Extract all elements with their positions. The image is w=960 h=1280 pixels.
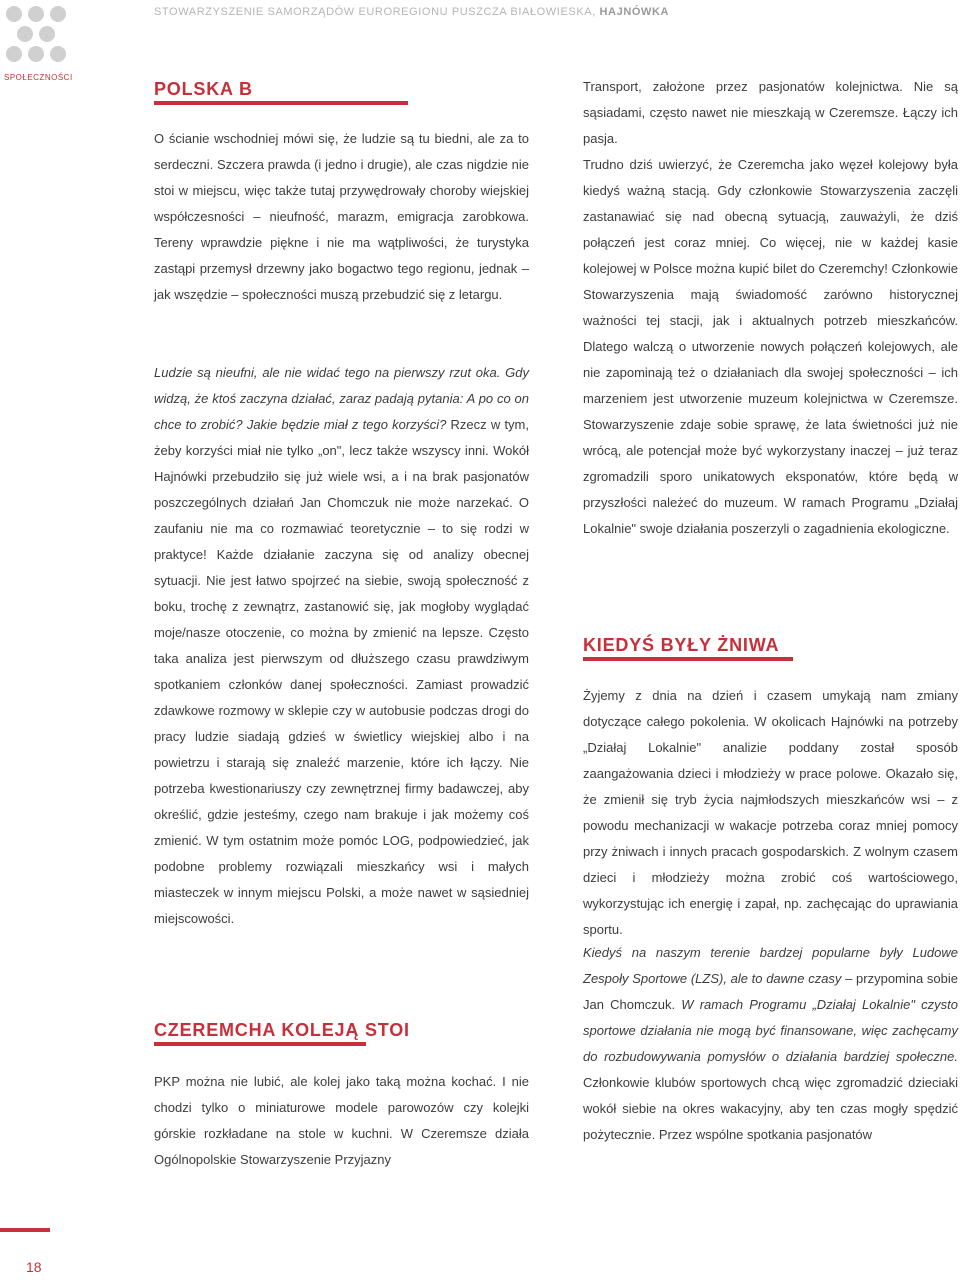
heading-czeremcha: CZEREMCHA KOLEJĄ STOI	[154, 1020, 410, 1040]
page-number-bar	[0, 1228, 50, 1232]
paragraph: Żyjemy z dnia na dzień i czasem umykają nam zmiany dotyczące całego pokolenia. W okolicach Hajnówki na potrzeby „Działaj Lokalnie" analizie poddany został sposób zaangażowania dzieci i młodzieży w prace polowe. Okazało się, że zmienił się tryb życia najmłodszych mieszkańców wsi – z powodu mechanizacji w wakacje potrzeba coraz mniej pomocy przy żniwach i innych pracach gospodarskich. Z wolnym czasem dzieci i młodzieży można zrobić coś wartościowego, wykorzystując ich energię i zapał, np. zachęcając do uprawiania sportu.	[583, 688, 958, 937]
quote-text: Kiedyś na naszym terenie bardzej popularne były Ludowe Zespoły Sportowe (LZS), ale to dawne czasy	[583, 945, 958, 986]
running-header	[154, 6, 669, 18]
heading-underline	[154, 1042, 366, 1046]
paragraph-text: – przypomina sobie Jan Chomczuk.	[583, 971, 958, 1012]
heading-underline	[154, 101, 408, 105]
quote-text: Ludzie są nieufni, ale nie widać tego na pierwszy rzut oka. Gdy widzą, że ktoś zaczyna działać, zaraz padają pytania: A po co on chce to zrobić? Jakie będzie miał z tego korzyści?	[154, 365, 529, 432]
heading-polska-b: POLSKA B	[154, 79, 253, 99]
header-publication: STOWARZYSZENIE SAMORZĄDÓW EUROREGIONU PUSZCZA BIAŁOWIESKA,	[154, 6, 596, 18]
page-number: 18	[26, 1259, 42, 1275]
paragraph	[583, 940, 958, 1148]
header-town: HAJNÓWKA	[599, 6, 670, 18]
paragraph: Trudno dziś uwierzyć, że Czeremcha jako węzeł kolejowy była kiedyś ważną stacją. Gdy członkowie Stowarzyszenia zaczęli zastanawiać się nad obecną sytuacją, zauważyli, że dziś połączeń jest coraz mniej. Co więcej, nie w każdej kasie kolejowej w Polsce można kupić bilet do Czeremchy! Członkowie Stowarzyszenia mają świadomość zarówno historycznej ważności tej stacji, jak i aktualnych potrzeb mieszkańców. Dlatego walczą o utworzenie nowych połączeń kolejowych, ale nie zapominają też o działaniach dla swojej społeczności – ich marzeniem jest utworzenie muzeum kolejnictwa w Czeremsze. Stowarzyszenie zdaje sobie sprawę, że lata świetności już nie wrócą, ale potencjał może być wykorzystany inaczej – już teraz zgromadzili sporo unikatowych eksponatów, które będą w przyszłości należeć do muzeum. W ramach Programu „Działaj Lokalnie" swoje działania poszerzyli o zagadnienia ekologiczne.	[583, 157, 958, 536]
association-logo	[6, 6, 68, 64]
paragraph-text: Rzecz w tym, żeby korzyści miał nie tylko „on", lecz także wszyscy inni. Wokół Hajnówki przebudziło się już wiele wsi, a i na brak pasjonatów poszczególnych działań Jan Chomczuk nie może narzekać. O zaufaniu nie ma co rozmawiać teoretycznie – to się rodzi w praktyce! Każde działanie zaczyna się od analizy obecnej sytuacji. Nie jest łatwo spojrzeć na siebie, swoją społeczność z boku, trochę z zewnątrz, zastanowić się, jak mogłoby wyglądać moje/nasze otoczenie, co można by zmienić na lepsze. Często taka analiza jest pierwszym od dłuższego czasu prawdziwym spotkaniem członków danej społeczności. Zamiast prowadzić zdawkowe rozmowy w sklepie czy w autobusie podczas drogi do pracy ludzie siadają gdzieś w świetlicy wiejskiej albo i na powietrzu i starają się znaleźć marzenie, które ich łączy. Nie potrzeba kwestionariuszy czy zewnętrznej firmy badawczej, aby określić, gdzie jesteśmy, czego nam brakuje i jak możemy coś zmienić. W tym ostatnim może pomóc LOG, podpowiedzieć, jak podobne problemy rozwiązali mieszkańcy wsi i małych miasteczek w innym miejscu Polski, a może nawet w sąsiedniej miejscowości.	[154, 417, 529, 926]
paragraph: O ścianie wschodniej mówi się, że ludzie są tu biedni, ale za to serdeczni. Szczera prawda (i jedno i drugie), ale czas nigdzie nie stoi w miejscu, więc także tutaj przywędrowały choroby wiejskiej współczesności – nieufność, marazm, emigracja zarobkowa. Tereny wprawdzie piękne i nie ma wątpliwości, że turystyka zastąpi przemysł drzewny jako bogactwo tego regionu, jednak – jak wszędzie – społeczności muszą przebudzić się z letargu.	[154, 131, 529, 302]
paragraph: PKP można nie lubić, ale kolej jako taką można kochać. I nie chodzi tylko o miniaturowe modele parowozów czy kolejki górskie rozkładane na stole w kuchni. W Czeremsze działa Ogólnopolskie Stowarzyszenie Przyjazny	[154, 1074, 529, 1167]
paragraph-text: Członkowie klubów sportowych chcą więc zgromadzić dzieciaki wokół siebie na okres wakacyjny, aby ten czas mogły spędzić pożytecznie. Przez wspólne spotkania pasjonatów	[583, 1075, 958, 1142]
paragraph	[154, 360, 529, 932]
heading-underline	[583, 657, 793, 661]
paragraph: Transport, założone przez pasjonatów kolejnictwa. Nie są sąsiadami, często nawet nie mieszkają w Czeremsze. Łączy ich pasja.	[583, 79, 958, 146]
heading-kiedys-byly-zniwa: KIEDYŚ BYŁY ŻNIWA	[583, 635, 780, 655]
quote-text: W ramach Programu „Działaj Lokalnie" czysto sportowe działania nie mogą być finansowane, więc zachęcamy do rozbudowywania pomysłów o działania bardziej społeczne.	[583, 997, 959, 1064]
section-label: SPOŁECZNOŚCI	[4, 73, 73, 82]
